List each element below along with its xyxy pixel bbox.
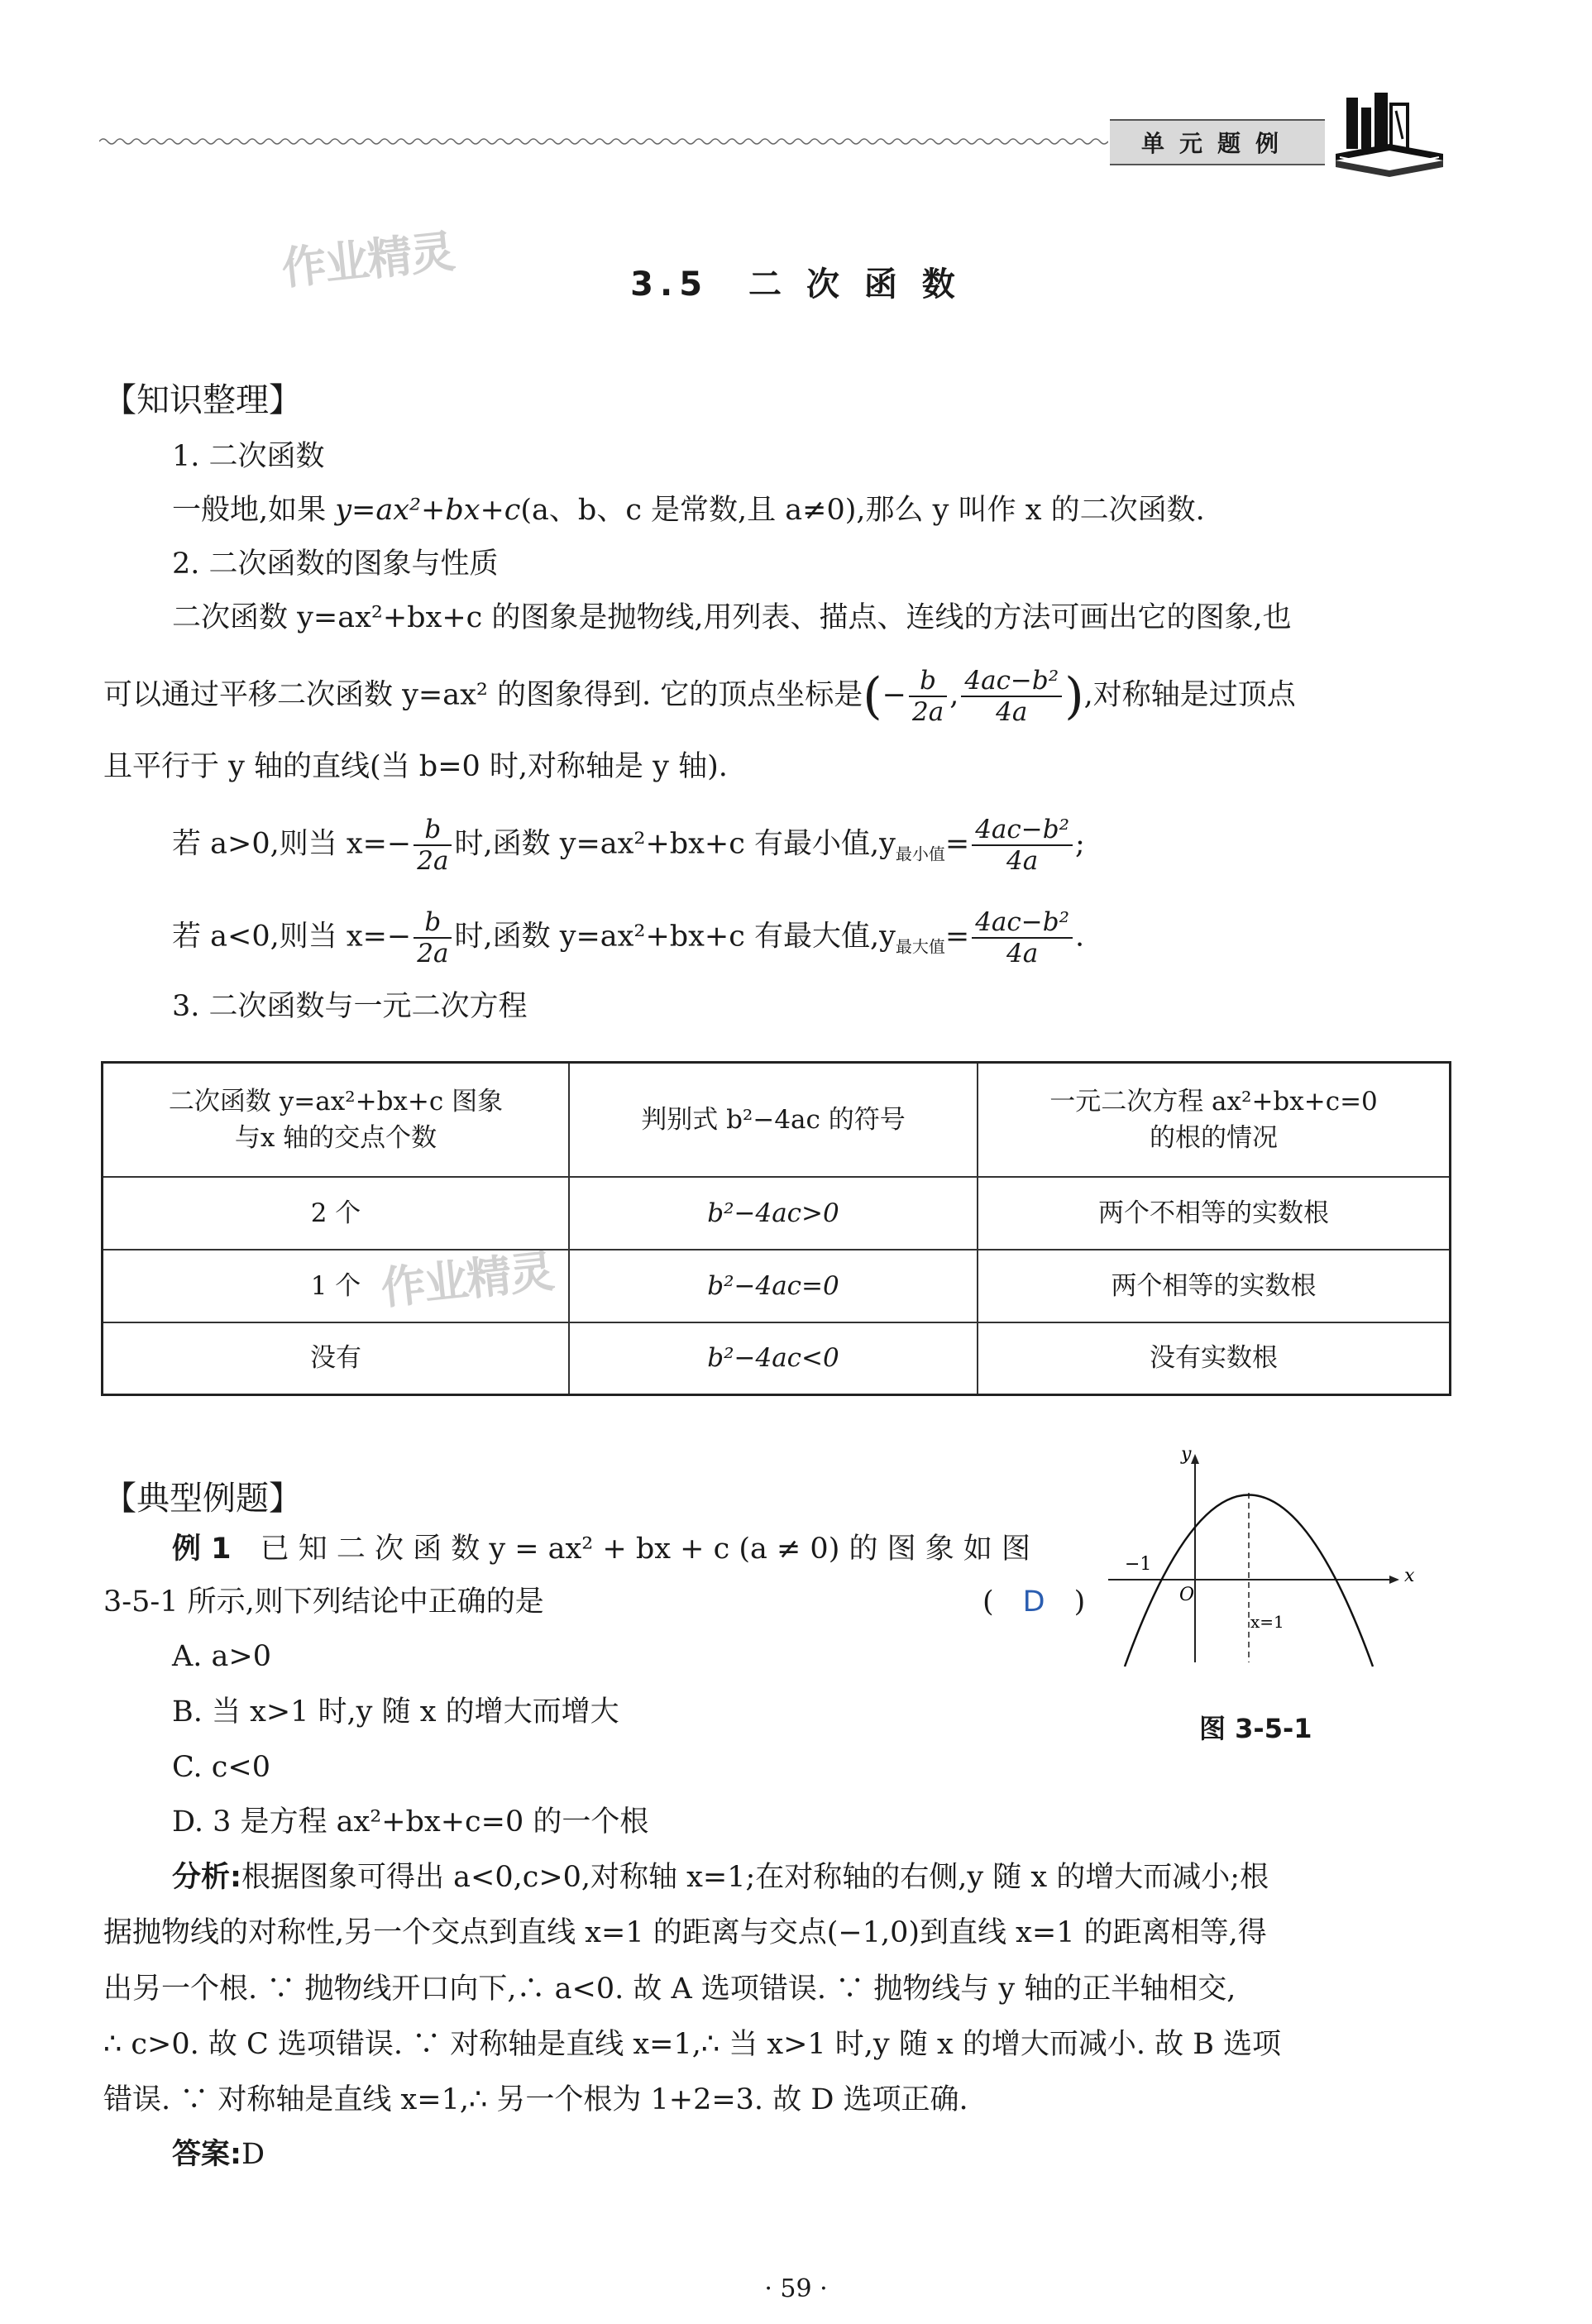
min-b-den: 2a — [417, 846, 449, 876]
example1-line1 — [172, 1528, 1030, 1570]
header-wavy-rule — [99, 136, 1108, 147]
table-cell: 没有实数根 — [978, 1322, 1451, 1395]
header-2-line-0: 一元二次方程 ax²+bx+c=0 — [1049, 1086, 1378, 1117]
vertex-y-fraction — [961, 666, 1062, 727]
roots-table — [101, 1061, 1451, 1396]
vertex-x-den: 2a — [912, 697, 944, 727]
vertex-x-num: b — [909, 666, 947, 697]
option-d: D. 3 是方程 ax²+bx+c=0 的一个根 — [172, 1805, 649, 1839]
min-text-b: 时,函数 y=ax²+bx+c 有最小值,y — [454, 827, 896, 861]
parabola-curve — [1125, 1495, 1373, 1667]
max-b-num: b — [414, 907, 452, 939]
item2-line2-a: 可以通过平移二次函数 y=ax² 的图象得到. 它的顶点坐标是 — [103, 678, 863, 712]
table-cell: b²−4ac=0 — [569, 1250, 978, 1322]
origin-label: O — [1179, 1585, 1195, 1605]
min-text-a: 若 a>0,则当 x=− — [172, 827, 412, 861]
option-b: B. 当 x>1 时,y 随 x 的增大而增大 — [172, 1695, 619, 1729]
answer-value: D — [241, 2138, 265, 2171]
min-value-fraction — [972, 815, 1073, 876]
table-cell: 两个相等的实数根 — [978, 1250, 1451, 1322]
max-v-den: 4a — [1006, 939, 1039, 968]
book-stack-icon — [1331, 89, 1447, 180]
table-cell: b²−4ac<0 — [569, 1322, 978, 1395]
item2-line2: 可以通过平移二次函数 y=ax² 的图象得到. 它的顶点坐标是(− $\frac{b}{2a}$ , $\frac{\text{4ac−b²}}{4a}$ ),对称轴是过顶点 — [103, 666, 1296, 727]
example1-answer: D — [1022, 1585, 1045, 1619]
knowledge-heading: 【知识整理】 — [103, 381, 302, 419]
answer-line — [172, 2134, 265, 2175]
table-cell: 没有 — [103, 1322, 570, 1395]
option-a: A. a>0 — [172, 1640, 271, 1673]
item1-text-a: 一般地,如果 — [172, 494, 336, 527]
max-text-a: 若 a<0,则当 x=− — [172, 920, 412, 954]
analysis-line-2: 据抛物线的对称性,另一个交点到直线 x=1 的距离与交点(−1,0)到直线 x=1 的距离相等,得 — [103, 1916, 1267, 1949]
table-header-cell — [569, 1063, 978, 1177]
x-axis-arrow — [1389, 1576, 1399, 1584]
paren-open: ( — [863, 667, 882, 725]
y-axis-arrow — [1191, 1454, 1199, 1464]
item2-line1: 二次函数 y=ax²+bx+c 的图象是抛物线,用列表、描点、连线的方法可画出它的图象,也 — [172, 601, 1292, 634]
min-subscript: 最小值 — [895, 844, 945, 864]
item2-line2-b: ,对称轴是过顶点 — [1083, 678, 1296, 712]
y-label: y — [1181, 1447, 1192, 1465]
vertex-x-fraction — [909, 666, 947, 727]
max-b-den: 2a — [417, 939, 449, 968]
examples-heading: 【典型例题】 — [103, 1480, 302, 1518]
min-value-line: 若 a>0,则当 x=− $\frac{b}{2a}$ 时,函数 y=ax²+bx+c 有最小值$,y_{最小值}=$ $\frac{\text{4ac−b²}}{4a}$ ; — [172, 815, 1085, 876]
min-v-den: 4a — [1006, 846, 1039, 876]
max-value-line: 若 a<0,则当 x=− $\frac{b}{2a}$ 时,函数 y=ax²+bx+c 有最大值$,y_{最大值}=$ $\frac{\text{4ac−b²}}{4a}$ . — [172, 907, 1085, 968]
axis-label: x=1 — [1250, 1612, 1284, 1632]
item1-formula: y=ax²+bx+c — [335, 494, 521, 527]
max-b-fraction — [414, 907, 452, 968]
analysis-line-5: 错误. ∵ 对称轴是直线 x=1,∴ 另一个根为 1+2=3. 故 D 选项正确. — [103, 2083, 968, 2116]
parabola-figure — [1100, 1447, 1447, 1671]
option-c: C. c<0 — [172, 1751, 270, 1784]
page-title: 3.5 二 次 函 数 — [630, 265, 962, 304]
item1-text-b: (a、b、c 是常数,且 a≠0),那么 y 叫作 x 的二次函数. — [520, 494, 1205, 527]
table-cell: 2 个 — [103, 1177, 570, 1250]
paren-close: ) — [1064, 667, 1084, 725]
min-b-fraction — [414, 815, 452, 876]
header-1-line-0: 判别式 b²−4ac 的符号 — [641, 1104, 906, 1135]
analysis-text-1: 根据图象可得出 a<0,c>0,对称轴 x=1;在对称轴的右侧,y 随 x 的增大而减小;根 — [241, 1861, 1269, 1894]
table-row — [103, 1177, 1451, 1250]
max-value-fraction — [972, 907, 1073, 968]
table-cell: 1 个 — [103, 1250, 570, 1322]
table-row — [103, 1250, 1451, 1322]
figure-caption: 图 3-5-1 — [1199, 1713, 1312, 1744]
example1-answer-bracket: ( D ) — [982, 1585, 1086, 1619]
item3-heading: 3. 二次函数与一元二次方程 — [172, 990, 528, 1023]
example1-label: 例 1 — [172, 1533, 232, 1566]
table-row — [103, 1322, 1451, 1395]
page-number: · 59 · — [764, 2274, 828, 2303]
header-0-line-0: 二次函数 y=ax²+bx+c 图象 — [168, 1086, 504, 1117]
example1-line2: 3-5-1 所示,则下列结论中正确的是 — [103, 1585, 544, 1619]
x-label: x — [1404, 1566, 1415, 1586]
max-v-num: 4ac−b² — [972, 907, 1073, 939]
watermark-table: 作业精灵 — [378, 1245, 556, 1315]
example1-text: 已 知 二 次 函 数 y = ax² + bx + c (a ≠ 0) 的 图 象 如 图 — [260, 1533, 1030, 1566]
header-0-line-1: 与x 轴的交点个数 — [234, 1122, 437, 1153]
analysis-line-3: 出另一个根. ∵ 抛物线开口向下,∴ a<0. 故 A 选项错误. ∵ 抛物线与 y 轴的正半轴相交, — [103, 1973, 1236, 2006]
table-cell: b²−4ac>0 — [569, 1177, 978, 1250]
min-b-num: b — [414, 815, 452, 846]
min-v-num: 4ac−b² — [972, 815, 1073, 846]
item2-heading: 2. 二次函数的图象与性质 — [172, 548, 499, 581]
neg-one-label: −1 — [1125, 1554, 1152, 1575]
item2-line3: 且平行于 y 轴的直线(当 b=0 时,对称轴是 y 轴). — [103, 750, 728, 783]
header-section-tab: 单元题例 — [1110, 119, 1325, 165]
item1-heading: 1. 二次函数 — [172, 440, 325, 473]
max-subscript: 最大值 — [895, 936, 945, 957]
table-header-cell — [103, 1063, 570, 1177]
answer-label: 答案: — [172, 2138, 241, 2171]
item1-definition — [172, 490, 1205, 531]
table-header-row — [103, 1063, 1451, 1177]
header-2-line-1: 的根的情况 — [1150, 1122, 1278, 1153]
analysis-line-1 — [172, 1857, 1269, 1898]
watermark-top: 作业精灵 — [279, 225, 457, 295]
table-cell: 两个不相等的实数根 — [978, 1177, 1451, 1250]
analysis-label: 分析: — [172, 1861, 241, 1894]
max-text-b: 时,函数 y=ax²+bx+c 有最大值,y — [454, 920, 896, 954]
vertex-y-den: 4a — [996, 697, 1028, 727]
analysis-line-4: ∴ c>0. 故 C 选项错误. ∵ 对称轴是直线 x=1,∴ 当 x>1 时,y 随 x 的增大而减小. 故 B 选项 — [103, 2028, 1282, 2061]
table-header-cell — [978, 1063, 1451, 1177]
vertex-y-num: 4ac−b² — [961, 666, 1062, 697]
